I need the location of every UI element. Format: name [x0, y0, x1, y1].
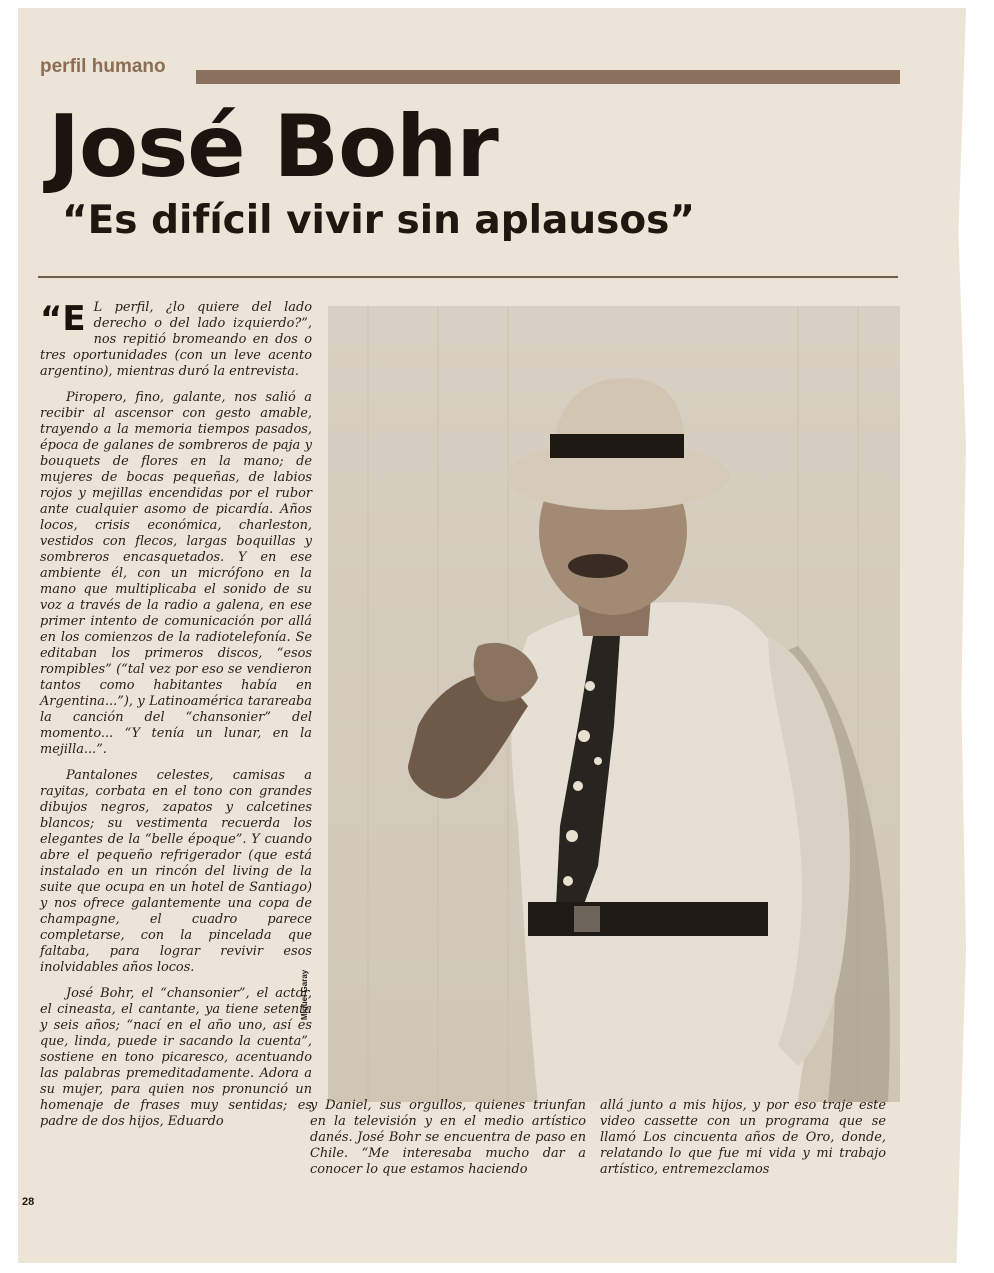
divider-rule [38, 276, 898, 278]
article-paragraph: allá junto a mis hijos, y por eso traje este video cassette con un programa que se llamó Los cincuenta años de Oro, donde, relatando lo que fue mi vida y mi trabajo artístico, entremezclamos [600, 1098, 886, 1177]
section-bar [196, 70, 900, 84]
man-in-hat-illustration [328, 306, 900, 1102]
article-paragraph: Pantalones celestes, camisas a rayitas, corbata en el tono con grandes dibujos negros, zapatos y calcetines blancos; su vestimenta recuerda los elegantes de la “belle époque”. Y cuando abre el pequeño refrigerador (que está instalado en un rincón del living de la suite que ocupa en un hotel de Santiago) y nos ofrece galantemente una copa de champagne, el cuadro parece completarse, con la pincelada que faltaba, para lograr revivir esos inolvidables años locos. [40, 768, 312, 975]
article-column-1 [40, 300, 312, 1140]
drop-cap: “E [40, 299, 86, 339]
headline: José Bohr [48, 97, 498, 197]
article-column-2 [310, 1098, 586, 1188]
section-label: perfil humano [40, 56, 166, 77]
article-paragraph: L perfil, ¿lo quiere del lado derecho o del lado izquierdo?”, nos repitió bromeando en dos o tres oportunidades (con un leve acento argentino), mientras duró la entrevista. [40, 300, 312, 379]
article-paragraph: y Daniel, sus orgullos, quienes triunfan en la televisión y en el medio artístico danés. José Bohr se encuentra de paso en Chile. “Me interesaba mucho dar a conocer lo que estamos haciendo [310, 1098, 586, 1177]
photo-credit: Miguel Garay [300, 969, 309, 1020]
subheadline: “Es difícil vivir sin aplausos” [62, 198, 695, 243]
page-number: 28 [22, 1196, 35, 1208]
portrait-photo [328, 306, 900, 1102]
article-paragraph: José Bohr, el “chansonier”, el actor, el cineasta, el cantante, ya tiene setenta y seis años; “nací en el año uno, así es que, linda, puede ir sacando la cuenta”, sostiene en tono picaresco, acentuando las palabras premeditadamente. Adora a su mujer, para quien nos pronunció un homenaje de frases muy sentidas; es padre de dos hijos, Eduardo [40, 986, 312, 1129]
article-paragraph: Piropero, fino, galante, nos salió a recibir al ascensor con gesto amable, trayendo a la memoria tiempos pasados, época de galanes de sombreros de paja y bouquets de flores en la mano; de mujeres de bocas pequeñas, de labios rojos y mejillas encendidas por el rubor ante cualquier asomo de picardía. Años locos, crisis económica, charleston, vestidos con flecos, largas boquillas y sombreros encasquetados. Y en ese ambiente él, con un micrófono en la mano que multiplicaba el sonido de su voz a través de la radio a galena, en ese primer intento de comunicación por allá en los comienzos de la radiotelefonía. Se editaban los primeros discos, “esos rompibles” (“tal vez por eso se vendieron tantos como habitantes había en Argentina...”), y Latinoamérica tarareaba la canción del “chansonier” del momento... “Y tenía un lunar, en la mejilla...”. [40, 390, 312, 757]
article-column-3 [600, 1098, 886, 1188]
